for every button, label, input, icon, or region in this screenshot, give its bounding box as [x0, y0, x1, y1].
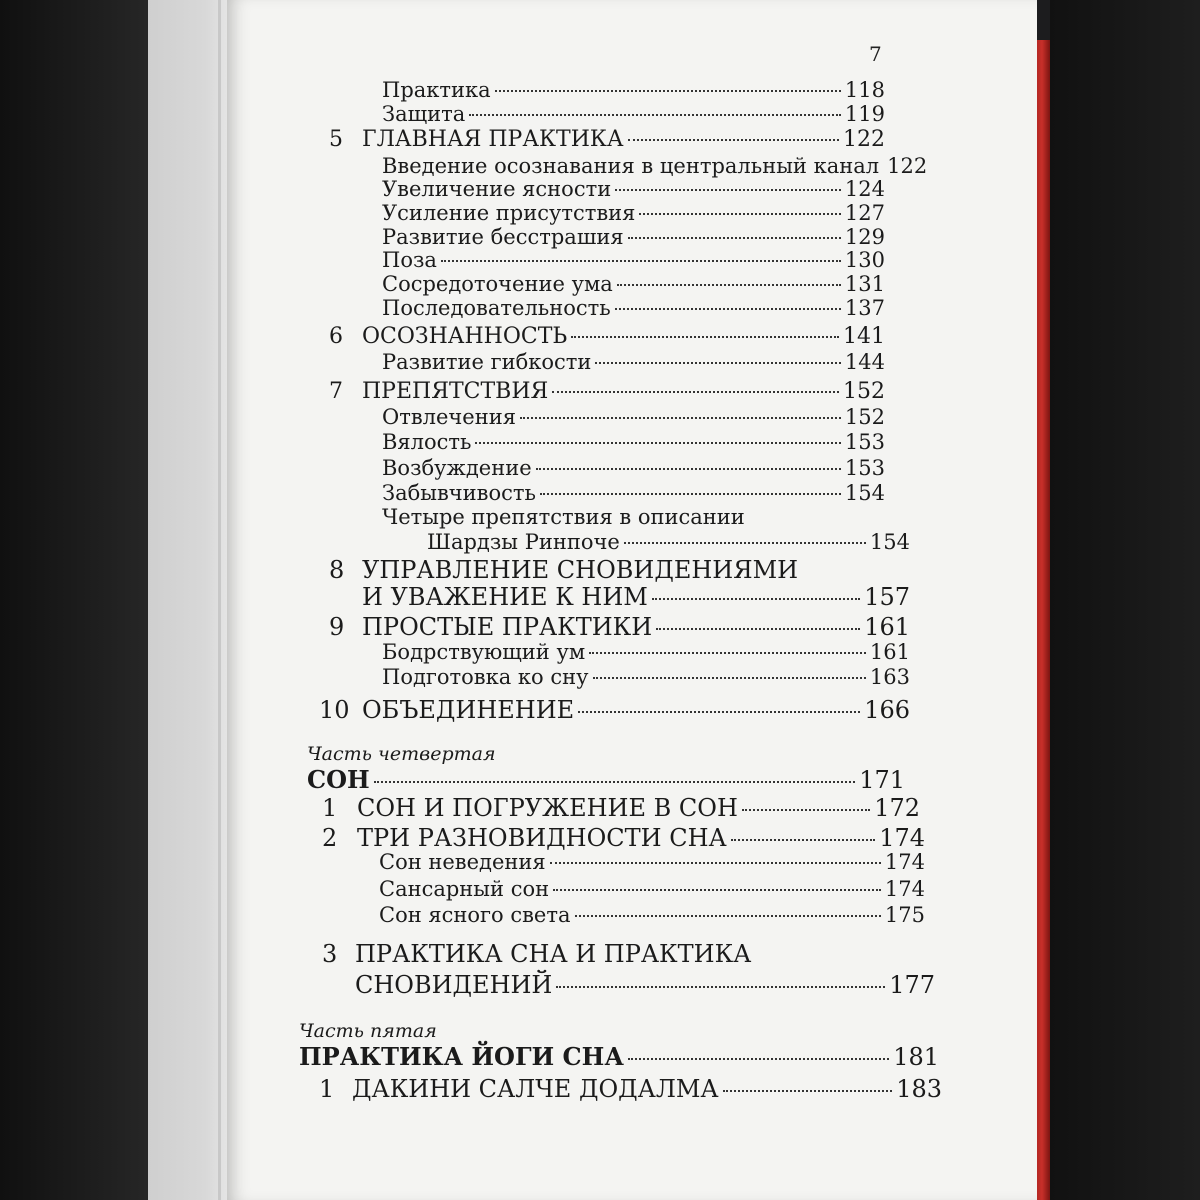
toc-entry-page: 183	[896, 1075, 942, 1103]
toc-entry-page: 152	[843, 379, 885, 404]
toc-entry-page: 127	[844, 201, 885, 225]
book-page	[227, 0, 1037, 1200]
toc-entry-page: 153	[844, 456, 885, 480]
dot-leader	[615, 308, 841, 310]
toc-entry-page: 124	[844, 177, 885, 201]
toc-entry-title: Возбуждение	[382, 456, 532, 480]
toc-entry	[379, 877, 925, 901]
toc-entry-title: Бодрствующий ум	[382, 640, 586, 664]
toc-entry-page: 171	[859, 766, 905, 794]
dot-leader	[550, 862, 881, 864]
toc-entry-page: 141	[843, 324, 885, 349]
toc-entry	[382, 225, 885, 249]
toc-entry-page: 154	[844, 481, 885, 505]
toc-chapter-title: ДАКИНИ САЛЧЕ ДОДАЛМА	[352, 1075, 719, 1103]
toc-entry	[382, 430, 885, 454]
toc-chapter-title: ОБЪЕДИНЕНИЕ	[362, 696, 575, 724]
dot-leader	[469, 114, 841, 116]
toc-chapter-title: СОН И ПОГРУЖЕНИЕ В СОН	[357, 794, 738, 822]
toc-entry-page: 154	[869, 530, 910, 554]
toc-entry-title: Поза	[382, 248, 437, 272]
toc-entry-page: 163	[869, 665, 910, 689]
toc-entry-title: Увеличение ясности	[382, 177, 612, 201]
dot-leader	[628, 1058, 889, 1060]
toc-entry	[382, 78, 885, 102]
toc-chapter-title: ПРОСТЫЕ ПРАКТИКИ	[362, 613, 653, 641]
toc-chapter-number: 1	[322, 794, 338, 822]
dot-leader	[652, 598, 860, 600]
dot-leader	[571, 336, 839, 338]
toc-entry-page: 166	[864, 696, 910, 724]
toc-entry-title: Введение осознавания в центральный канал	[382, 154, 880, 178]
toc-entry-title-line1: Четыре препятствия в описании	[382, 505, 745, 529]
toc-chapter-number: 6	[329, 324, 343, 349]
toc-entry	[382, 201, 885, 225]
toc-entry	[382, 248, 885, 272]
background-right	[1050, 0, 1200, 1200]
toc-chapter	[362, 583, 910, 611]
toc-chapter-number: 9	[329, 613, 345, 641]
toc-entry	[382, 177, 885, 201]
toc-entry-page: 172	[874, 794, 920, 822]
toc-entry	[427, 530, 910, 554]
toc-entry-title: Вялость	[382, 430, 472, 454]
toc-entry-title: Подготовка ко сну	[382, 665, 589, 689]
toc-entry-title: Забывчивость	[382, 481, 536, 505]
toc-chapter	[319, 696, 910, 724]
toc-entry-page: 161	[869, 640, 910, 664]
toc-chapter-number: 1	[319, 1075, 335, 1103]
toc-chapter-number: 3	[322, 940, 338, 968]
toc-chapter-title-line2: СНОВИДЕНИЙ	[355, 971, 553, 999]
dot-leader	[552, 391, 839, 393]
toc-entry-title: Сон неведения	[379, 850, 546, 874]
dot-leader	[624, 542, 866, 544]
toc-chapter-number: 7	[329, 379, 343, 404]
dot-leader	[441, 260, 841, 262]
toc-entry-page: 129	[844, 225, 885, 249]
toc-entry-title: Усиление присутствия	[382, 201, 636, 225]
dot-leader	[639, 213, 840, 215]
toc-chapter	[329, 379, 885, 404]
dot-leader	[589, 652, 866, 654]
toc-entry	[382, 272, 885, 296]
toc-entry-page: 174	[879, 824, 925, 852]
toc-entry	[379, 903, 925, 927]
toc-entry	[382, 481, 885, 505]
toc-part	[299, 1043, 939, 1071]
toc-entry-title: Сансарный сон	[379, 877, 550, 901]
toc-entry-page: 181	[893, 1043, 939, 1071]
toc-entry-page: 177	[889, 971, 935, 999]
toc-chapter-number: 5	[329, 127, 343, 152]
toc-chapter-number: 8	[329, 556, 345, 584]
toc-chapter-title: ГЛАВНАЯ ПРАКТИКА	[362, 127, 624, 152]
toc-entry-title: Шардзы Ринпоче	[427, 530, 620, 554]
toc-chapter-title: ТРИ РАЗНОВИДНОСТИ СНА	[357, 824, 727, 852]
toc-chapter	[322, 824, 925, 852]
dot-leader	[556, 986, 885, 988]
toc-entry-page: 152	[844, 405, 885, 429]
toc-entry-page: 174	[884, 850, 925, 874]
toc-chapter-title: ОСОЗНАННОСТЬ	[362, 324, 568, 349]
dot-leader	[617, 284, 841, 286]
toc-entry-title: Последовательность	[382, 296, 611, 320]
toc-entry-page: 161	[864, 613, 910, 641]
toc-chapter	[329, 127, 885, 152]
toc-chapter-title-line2: И УВАЖЕНИЕ К НИМ	[362, 583, 648, 611]
toc-entry-page: 119	[844, 102, 885, 126]
toc-entry	[382, 640, 910, 664]
dot-leader	[495, 90, 841, 92]
dot-leader	[475, 442, 840, 444]
toc-chapter	[355, 971, 935, 999]
background-left	[0, 0, 148, 1200]
toc-entry-page: 174	[884, 877, 925, 901]
toc-entry-page: 122	[887, 154, 928, 178]
toc-entry	[382, 102, 885, 126]
toc-chapter-title: ПРЕПЯТСТВИЯ	[362, 379, 549, 404]
toc-entry-title: Сон ясного света	[379, 903, 571, 927]
toc-chapter-title: ПРАКТИКА СНА И ПРАКТИКА	[355, 940, 752, 968]
toc-entry	[382, 405, 885, 429]
dot-leader	[578, 711, 860, 713]
toc-entry-page: 157	[864, 583, 910, 611]
dot-leader	[595, 362, 840, 364]
toc-part	[307, 766, 905, 794]
toc-chapter	[322, 794, 920, 822]
toc-entry	[382, 350, 885, 374]
dot-leader	[593, 677, 866, 679]
dot-leader	[575, 915, 881, 917]
dot-leader	[374, 781, 856, 783]
toc-chapter	[329, 324, 885, 349]
part-label: Часть четвертая	[307, 743, 496, 765]
dot-leader	[742, 809, 870, 811]
toc-entry-page: 175	[884, 903, 925, 927]
toc-entry-page: 153	[844, 430, 885, 454]
toc-entry-title: Практика	[382, 78, 491, 102]
toc-entry	[382, 296, 885, 320]
toc-part-title: ПРАКТИКА ЙОГИ СНА	[299, 1042, 624, 1071]
toc-entry-title: Отвлечения	[382, 405, 516, 429]
dot-leader	[520, 417, 841, 419]
toc-chapter-number: 10	[319, 696, 350, 724]
toc-entry-page: 122	[843, 127, 885, 152]
toc-entry	[382, 456, 885, 480]
toc-entry	[379, 850, 925, 874]
toc-entry-page: 131	[844, 272, 885, 296]
dot-leader	[615, 189, 841, 191]
toc-entry-title: Сосредоточение ума	[382, 272, 613, 296]
toc-chapter-title-line1	[322, 940, 752, 968]
toc-part-title: СОН	[307, 765, 370, 794]
toc-entry-page: 130	[844, 248, 885, 272]
toc-chapter	[329, 613, 910, 641]
toc-chapter	[319, 1075, 942, 1103]
dot-leader	[731, 839, 876, 841]
page-number: 7	[869, 42, 882, 66]
dot-leader	[628, 237, 841, 239]
dot-leader	[540, 493, 841, 495]
part-label: Часть пятая	[299, 1020, 437, 1042]
toc-chapter-title: УПРАВЛЕНИЕ СНОВИДЕНИЯМИ	[362, 556, 799, 584]
toc-chapter-title-line1	[329, 556, 799, 584]
dot-leader	[628, 139, 839, 141]
dot-leader	[656, 628, 860, 630]
toc-entry-page: 144	[844, 350, 885, 374]
toc-entry	[382, 665, 910, 689]
toc-entry	[382, 154, 928, 178]
dot-leader	[723, 1090, 893, 1092]
toc-entry-title: Защита	[382, 102, 466, 126]
toc-entry-title: Развитие бесстрашия	[382, 225, 624, 249]
dot-leader	[553, 889, 881, 891]
dot-leader	[536, 468, 841, 470]
toc-chapter-number: 2	[322, 824, 338, 852]
toc-entry-page: 137	[844, 296, 885, 320]
book-binding	[218, 0, 221, 1200]
toc-entry-page: 118	[844, 78, 885, 102]
toc-entry-title: Развитие гибкости	[382, 350, 592, 374]
